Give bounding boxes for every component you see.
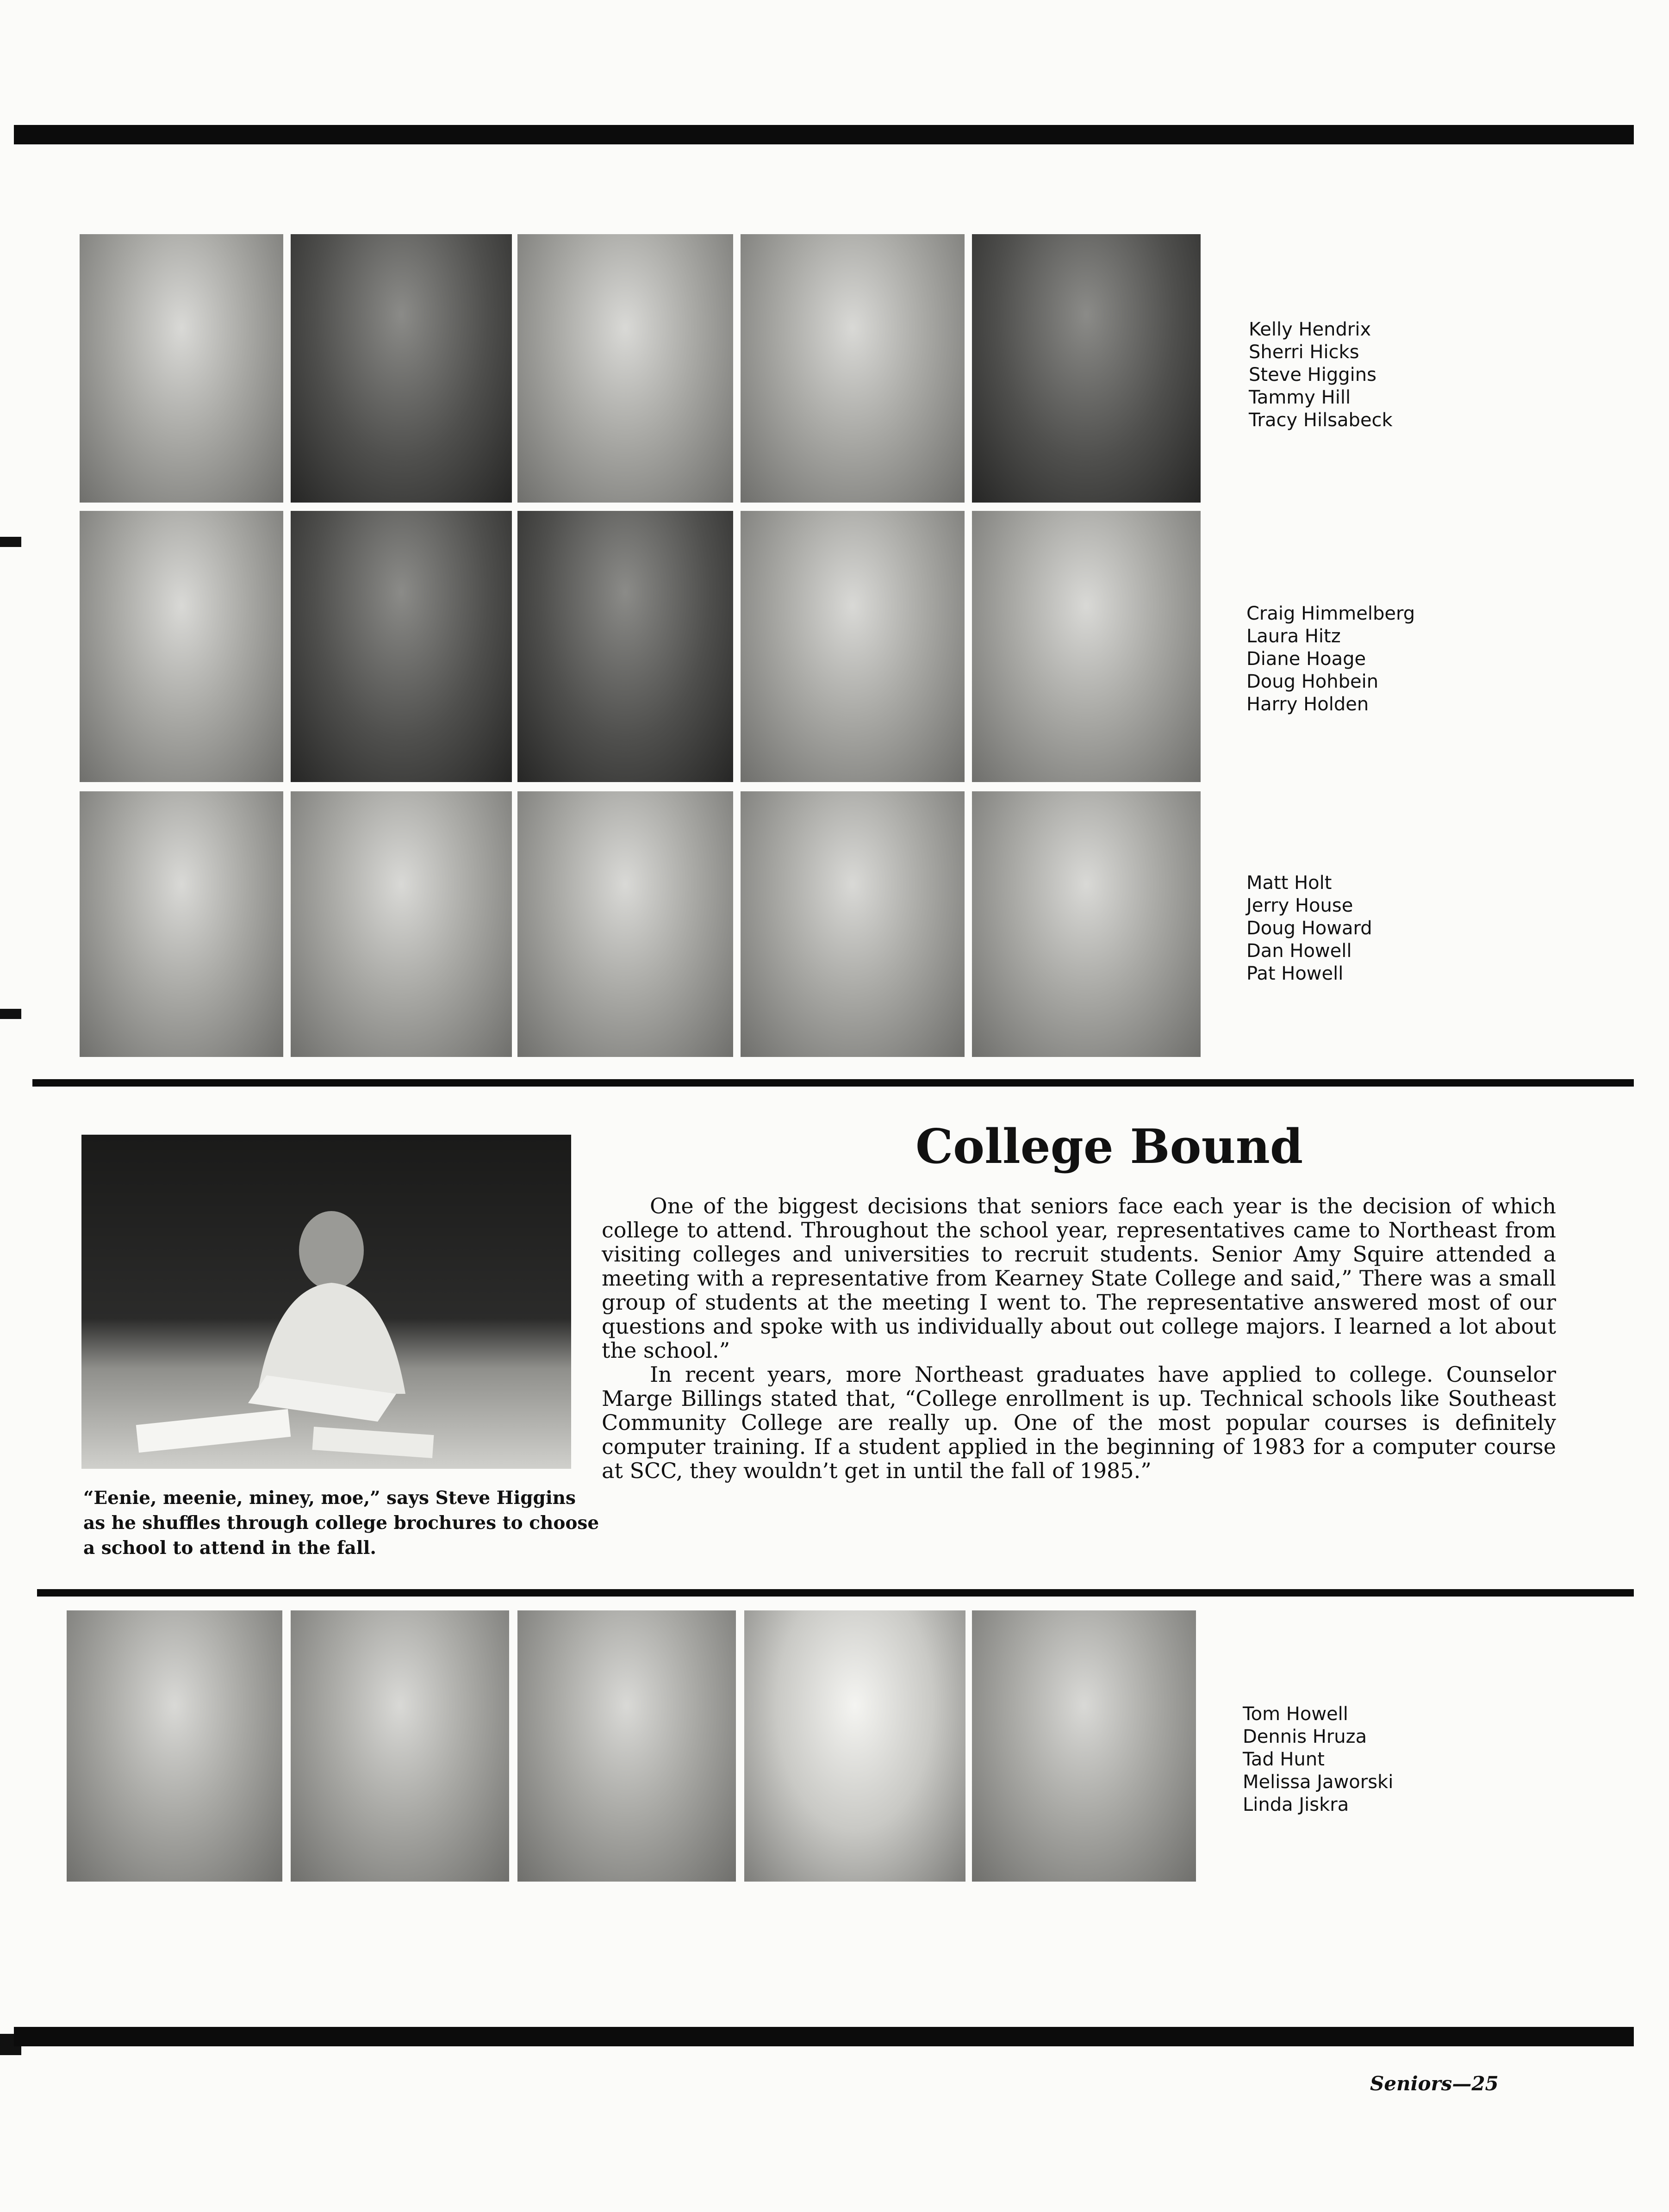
- portrait-photo: [517, 791, 733, 1057]
- portrait-photo: [972, 511, 1201, 782]
- binding-mark: [0, 1009, 21, 1019]
- student-name: Dennis Hruza: [1243, 1726, 1367, 1747]
- portrait-photo: [517, 234, 733, 503]
- article-title: College Bound: [915, 1119, 1303, 1174]
- portrait-photo: [291, 1610, 509, 1882]
- portrait-photo: [291, 511, 512, 782]
- name-list-row-2: [1246, 603, 1415, 716]
- caption-line: “Eenie, meenie, miney, moe,” says Steve Higgins: [83, 1487, 576, 1509]
- feature-photo: [81, 1135, 571, 1469]
- caption-line: a school to attend in the fall.: [83, 1537, 377, 1559]
- portrait-photo: [517, 1610, 736, 1882]
- portrait-photo: [741, 791, 965, 1057]
- section-rule: [37, 1589, 1634, 1597]
- student-name: Tad Hunt: [1243, 1749, 1325, 1770]
- name-list-row-3: [1246, 872, 1372, 985]
- student-name: Jerry House: [1246, 895, 1353, 916]
- caption-line: as he shuffles through college brochures to choose: [83, 1512, 599, 1534]
- student-name: Matt Holt: [1246, 872, 1332, 894]
- portrait-photo: [741, 511, 965, 782]
- student-name: Melissa Jaworski: [1243, 1771, 1394, 1793]
- student-name: Linda Jiskra: [1243, 1794, 1349, 1815]
- student-name: Steve Higgins: [1249, 364, 1376, 385]
- student-name: Diane Hoage: [1246, 648, 1366, 670]
- student-name: Doug Howard: [1246, 918, 1372, 939]
- portrait-photo: [972, 1610, 1196, 1882]
- portrait-photo: [972, 234, 1201, 503]
- student-name: Kelly Hendrix: [1249, 319, 1371, 340]
- feature-photo-illustration: [81, 1135, 571, 1469]
- article-paragraph: One of the biggest decisions that seniors face each year is the decision of which college to attend. Throughout the school year, representatives came to Northeast from visiting colleges and universities to recruit students. Senior Amy Squire attended a meeting with a representative from Kearney State College and said,” There was a small group of students at the meeting I went to. The representative answered most of our questions and spoke with us individually about out college majors. I learned a lot about the school.”: [602, 1193, 1556, 1363]
- student-name: Tammy Hill: [1249, 387, 1351, 408]
- student-name: Doug Hohbein: [1246, 671, 1379, 692]
- student-name: Tom Howell: [1243, 1703, 1348, 1725]
- article-body: [602, 1194, 1556, 1483]
- portrait-photo: [80, 511, 283, 782]
- portrait-photo: [744, 1610, 965, 1882]
- student-name: Pat Howell: [1246, 963, 1344, 984]
- portrait-photo: [291, 234, 512, 503]
- portrait-photo: [972, 791, 1201, 1057]
- student-name: Dan Howell: [1246, 940, 1352, 962]
- student-name: Laura Hitz: [1246, 626, 1341, 647]
- top-rule: [14, 125, 1634, 144]
- name-list-row-4: [1243, 1703, 1393, 1816]
- student-name: Harry Holden: [1246, 694, 1369, 715]
- name-list-row-1: [1249, 318, 1393, 432]
- section-rule: [32, 1079, 1634, 1087]
- article-paragraph: In recent years, more Northeast graduates have applied to college. Counselor Marge Billings stated that, “College enrollment is up. Technical schools like Southeast Community College are really up. One of the most popular courses is definitely computer training. If a student applied in the beginning of 1983 for a computer course at SCC, they wouldn’t get in until the fall of 1985.”: [602, 1362, 1556, 1483]
- portrait-photo: [67, 1610, 282, 1882]
- portrait-photo: [80, 234, 283, 503]
- page-footer-label: Seniors—25: [1370, 2072, 1499, 2095]
- portrait-photo: [80, 791, 283, 1057]
- bottom-rule: [14, 2027, 1634, 2046]
- portrait-photo: [517, 511, 733, 782]
- portrait-photo: [741, 234, 965, 503]
- feature-photo-caption: [83, 1485, 599, 1560]
- binding-mark: [0, 537, 21, 547]
- student-name: Craig Himmelberg: [1246, 603, 1415, 624]
- portrait-photo: [291, 791, 512, 1057]
- student-name: Tracy Hilsabeck: [1249, 410, 1393, 431]
- student-name: Sherri Hicks: [1249, 342, 1359, 363]
